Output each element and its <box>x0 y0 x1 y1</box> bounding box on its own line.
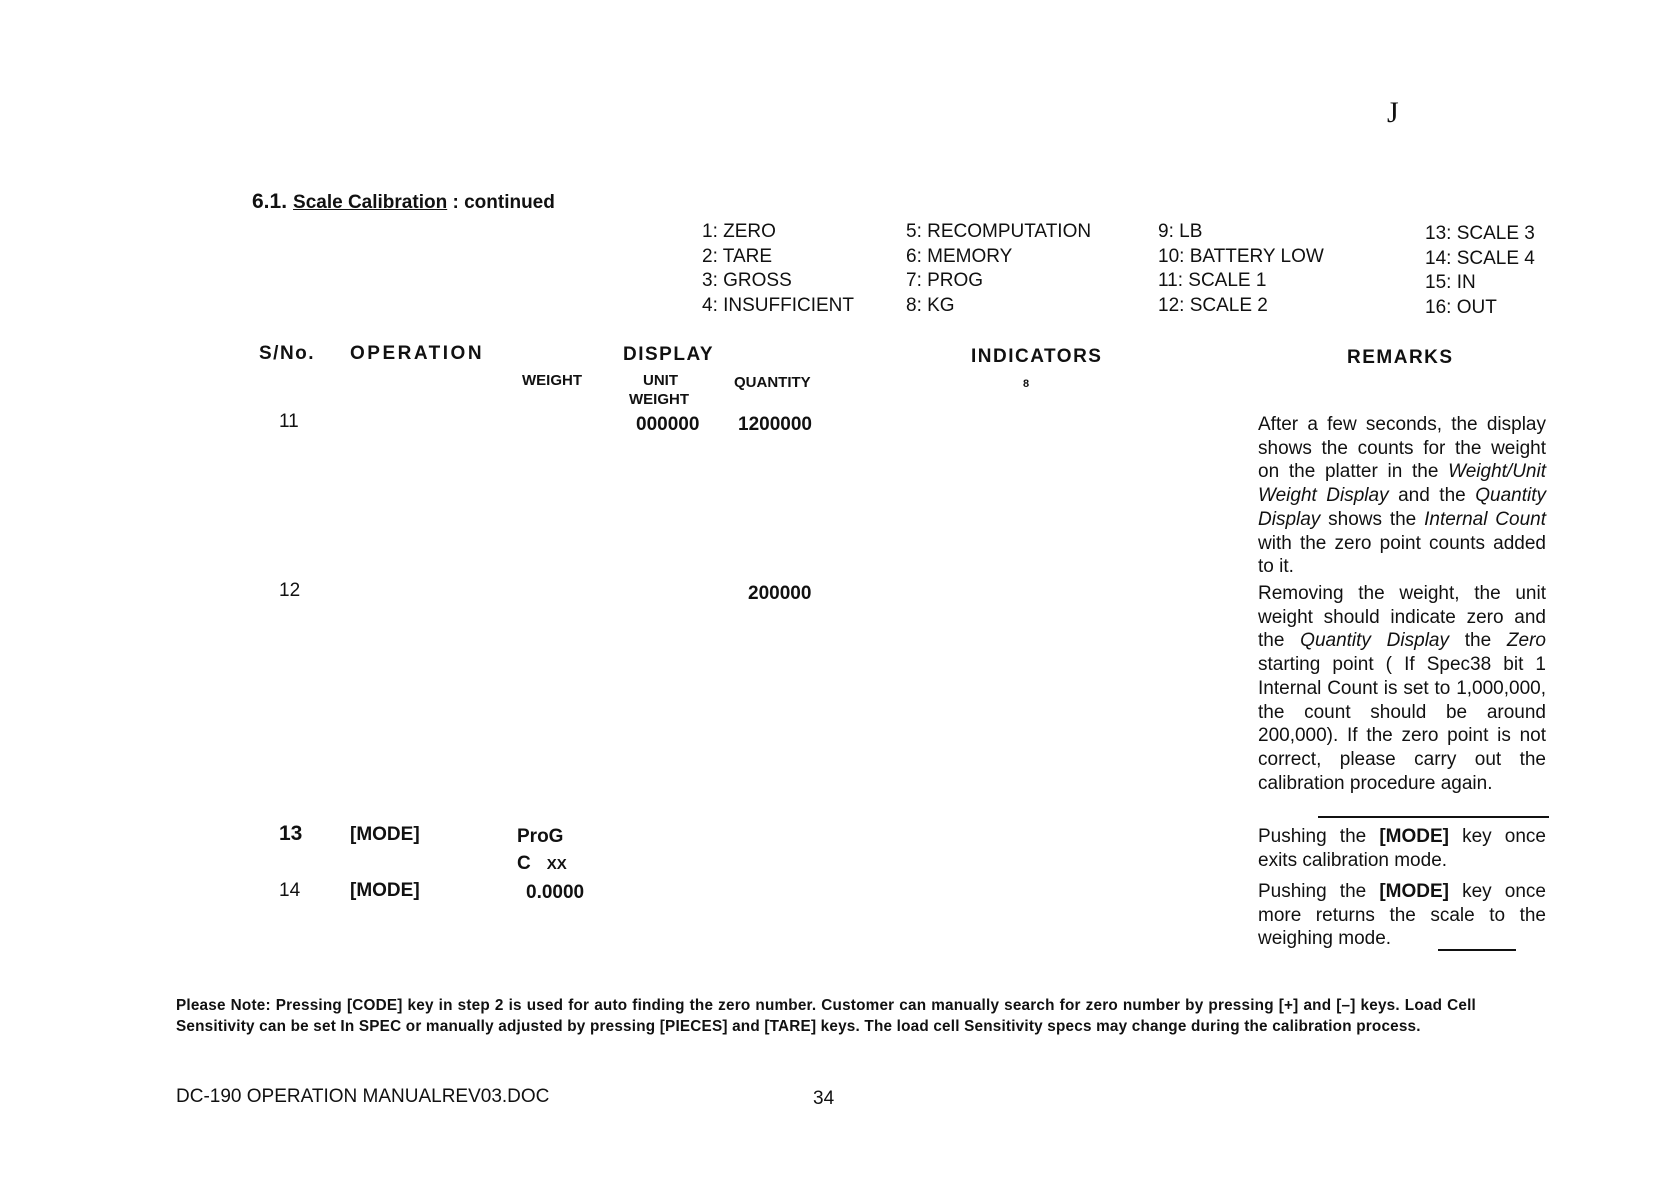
legend-item: 2: TARE <box>702 245 773 267</box>
section-heading <box>252 190 555 214</box>
header-sno: S/No. <box>259 343 316 364</box>
remark-text: Quantity Display <box>1258 485 1546 530</box>
legend-item: 12: SCALE 2 <box>1158 294 1268 316</box>
remark-text: key once more returns the scale to the weighing mode. <box>1258 881 1546 950</box>
row-12-sno: 12 <box>279 580 301 601</box>
legend-item: 7: PROG <box>906 270 984 291</box>
row-14-remark <box>1258 880 1546 951</box>
remark-text: the <box>1448 630 1507 652</box>
legend-item: 16: OUT <box>1425 296 1497 318</box>
header-remarks: REMARKS <box>1347 347 1454 368</box>
remark-underline <box>1438 949 1516 951</box>
legend-item: 15: IN <box>1425 272 1476 293</box>
legend-item: 13: SCALE 3 <box>1425 223 1535 244</box>
row-13-weight-line-1: ProG <box>517 826 564 847</box>
legend-item: 8: KG <box>906 294 955 316</box>
remark-text: Pushing the <box>1258 881 1380 902</box>
row-13-sno: 13 <box>279 822 303 845</box>
row-13-remark <box>1258 825 1546 872</box>
legend-item: 4: INSUFFICIENT <box>702 294 855 316</box>
legend-item: 14: SCALE 4 <box>1425 247 1535 269</box>
legend-column-1 <box>702 220 854 318</box>
remark-text: shows the <box>1320 508 1425 530</box>
row-11-remark <box>1258 413 1546 579</box>
legend-item: 3: GROSS <box>702 270 792 291</box>
row-12-quantity: 200000 <box>748 583 812 604</box>
footer-page-number: 34 <box>813 1088 835 1109</box>
subheader-quantity: QUANTITY <box>734 374 811 391</box>
remark-key: [MODE] <box>1379 826 1449 847</box>
header-display: DISPLAY <box>623 344 715 365</box>
legend-item: 11: SCALE 1 <box>1158 270 1267 291</box>
corner-mark: J <box>1387 96 1399 129</box>
row-11-unit-weight: 000000 <box>636 414 700 435</box>
legend-item: 5: RECOMPUTATION <box>906 221 1092 242</box>
subheader-unit-weight: WEIGHT <box>629 391 689 408</box>
legend-column-2 <box>906 220 1091 318</box>
remark-text: Quantity Display <box>1300 630 1449 652</box>
remark-text: Pushing the <box>1258 826 1380 847</box>
remark-text: starting point ( If Spec38 bit 1 Internal Count is set to 1,000,000, the count should be around 200,000). If the zero point is not correct, please carry out the calibration procedure again. <box>1258 654 1546 794</box>
row-11-quantity: 1200000 <box>738 414 812 435</box>
section-title: Scale Calibration <box>293 192 448 213</box>
legend-item: 6: MEMORY <box>906 245 1013 267</box>
remark-text: Weight/Unit Weight Display <box>1258 461 1546 507</box>
remark-text: key once exits calibration mode. <box>1258 826 1546 871</box>
remark-text: Zero <box>1506 630 1546 652</box>
subheader-indicator-8: 8 <box>1023 378 1030 390</box>
remark-key: [MODE] <box>1379 881 1449 902</box>
row-14-sno: 14 <box>279 880 301 901</box>
legend-item: 10: BATTERY LOW <box>1158 245 1324 267</box>
legend-item: 1: ZERO <box>702 221 776 242</box>
remark-underline <box>1318 816 1549 818</box>
row-13-operation: [MODE] <box>350 824 420 845</box>
row-14-weight: 0.0000 <box>526 882 585 903</box>
header-indicators: INDICATORS <box>971 346 1103 367</box>
remark-text: and the <box>1388 485 1476 507</box>
legend-item: 9: LB <box>1158 221 1203 242</box>
section-suffix: : continued <box>452 192 555 213</box>
legend-column-3 <box>1158 220 1324 318</box>
footer-document-name: DC-190 OPERATION MANUALREV03.DOC <box>176 1086 550 1107</box>
remark-text: After a few seconds, the display shows the counts for the weight on the platter in the <box>1258 414 1546 483</box>
subheader-weight: WEIGHT <box>522 372 582 389</box>
row-12-remark <box>1258 582 1546 795</box>
please-note: Please Note: Pressing [CODE] key in step 2 is used for auto finding the zero number. Customer can manually search for zero number by pressing [+] and [–] keys. Load Cell Sensitivity can be set In SPEC or manually adjusted by pressing [PIECES] and [TARE] keys. The load cell Sensitivity specs may change during the calibration process. <box>176 997 1476 1035</box>
row-14-operation: [MODE] <box>350 880 420 901</box>
remark-text: Removing the weight, the unit weight should indicate zero and the <box>1258 583 1546 652</box>
legend-column-4 <box>1425 222 1535 320</box>
remark-text: with the zero point counts added to it. <box>1258 532 1546 578</box>
row-13-weight-line-2 <box>517 853 567 875</box>
row-11-sno: 11 <box>279 411 299 432</box>
section-number: 6.1. <box>252 190 288 213</box>
subheader-unit: UNIT <box>643 372 678 389</box>
remark-text: Internal Count <box>1424 508 1547 530</box>
header-operation: OPERATION <box>350 343 485 364</box>
weight-c: C <box>517 853 531 874</box>
weight-xx: XX <box>546 856 567 873</box>
